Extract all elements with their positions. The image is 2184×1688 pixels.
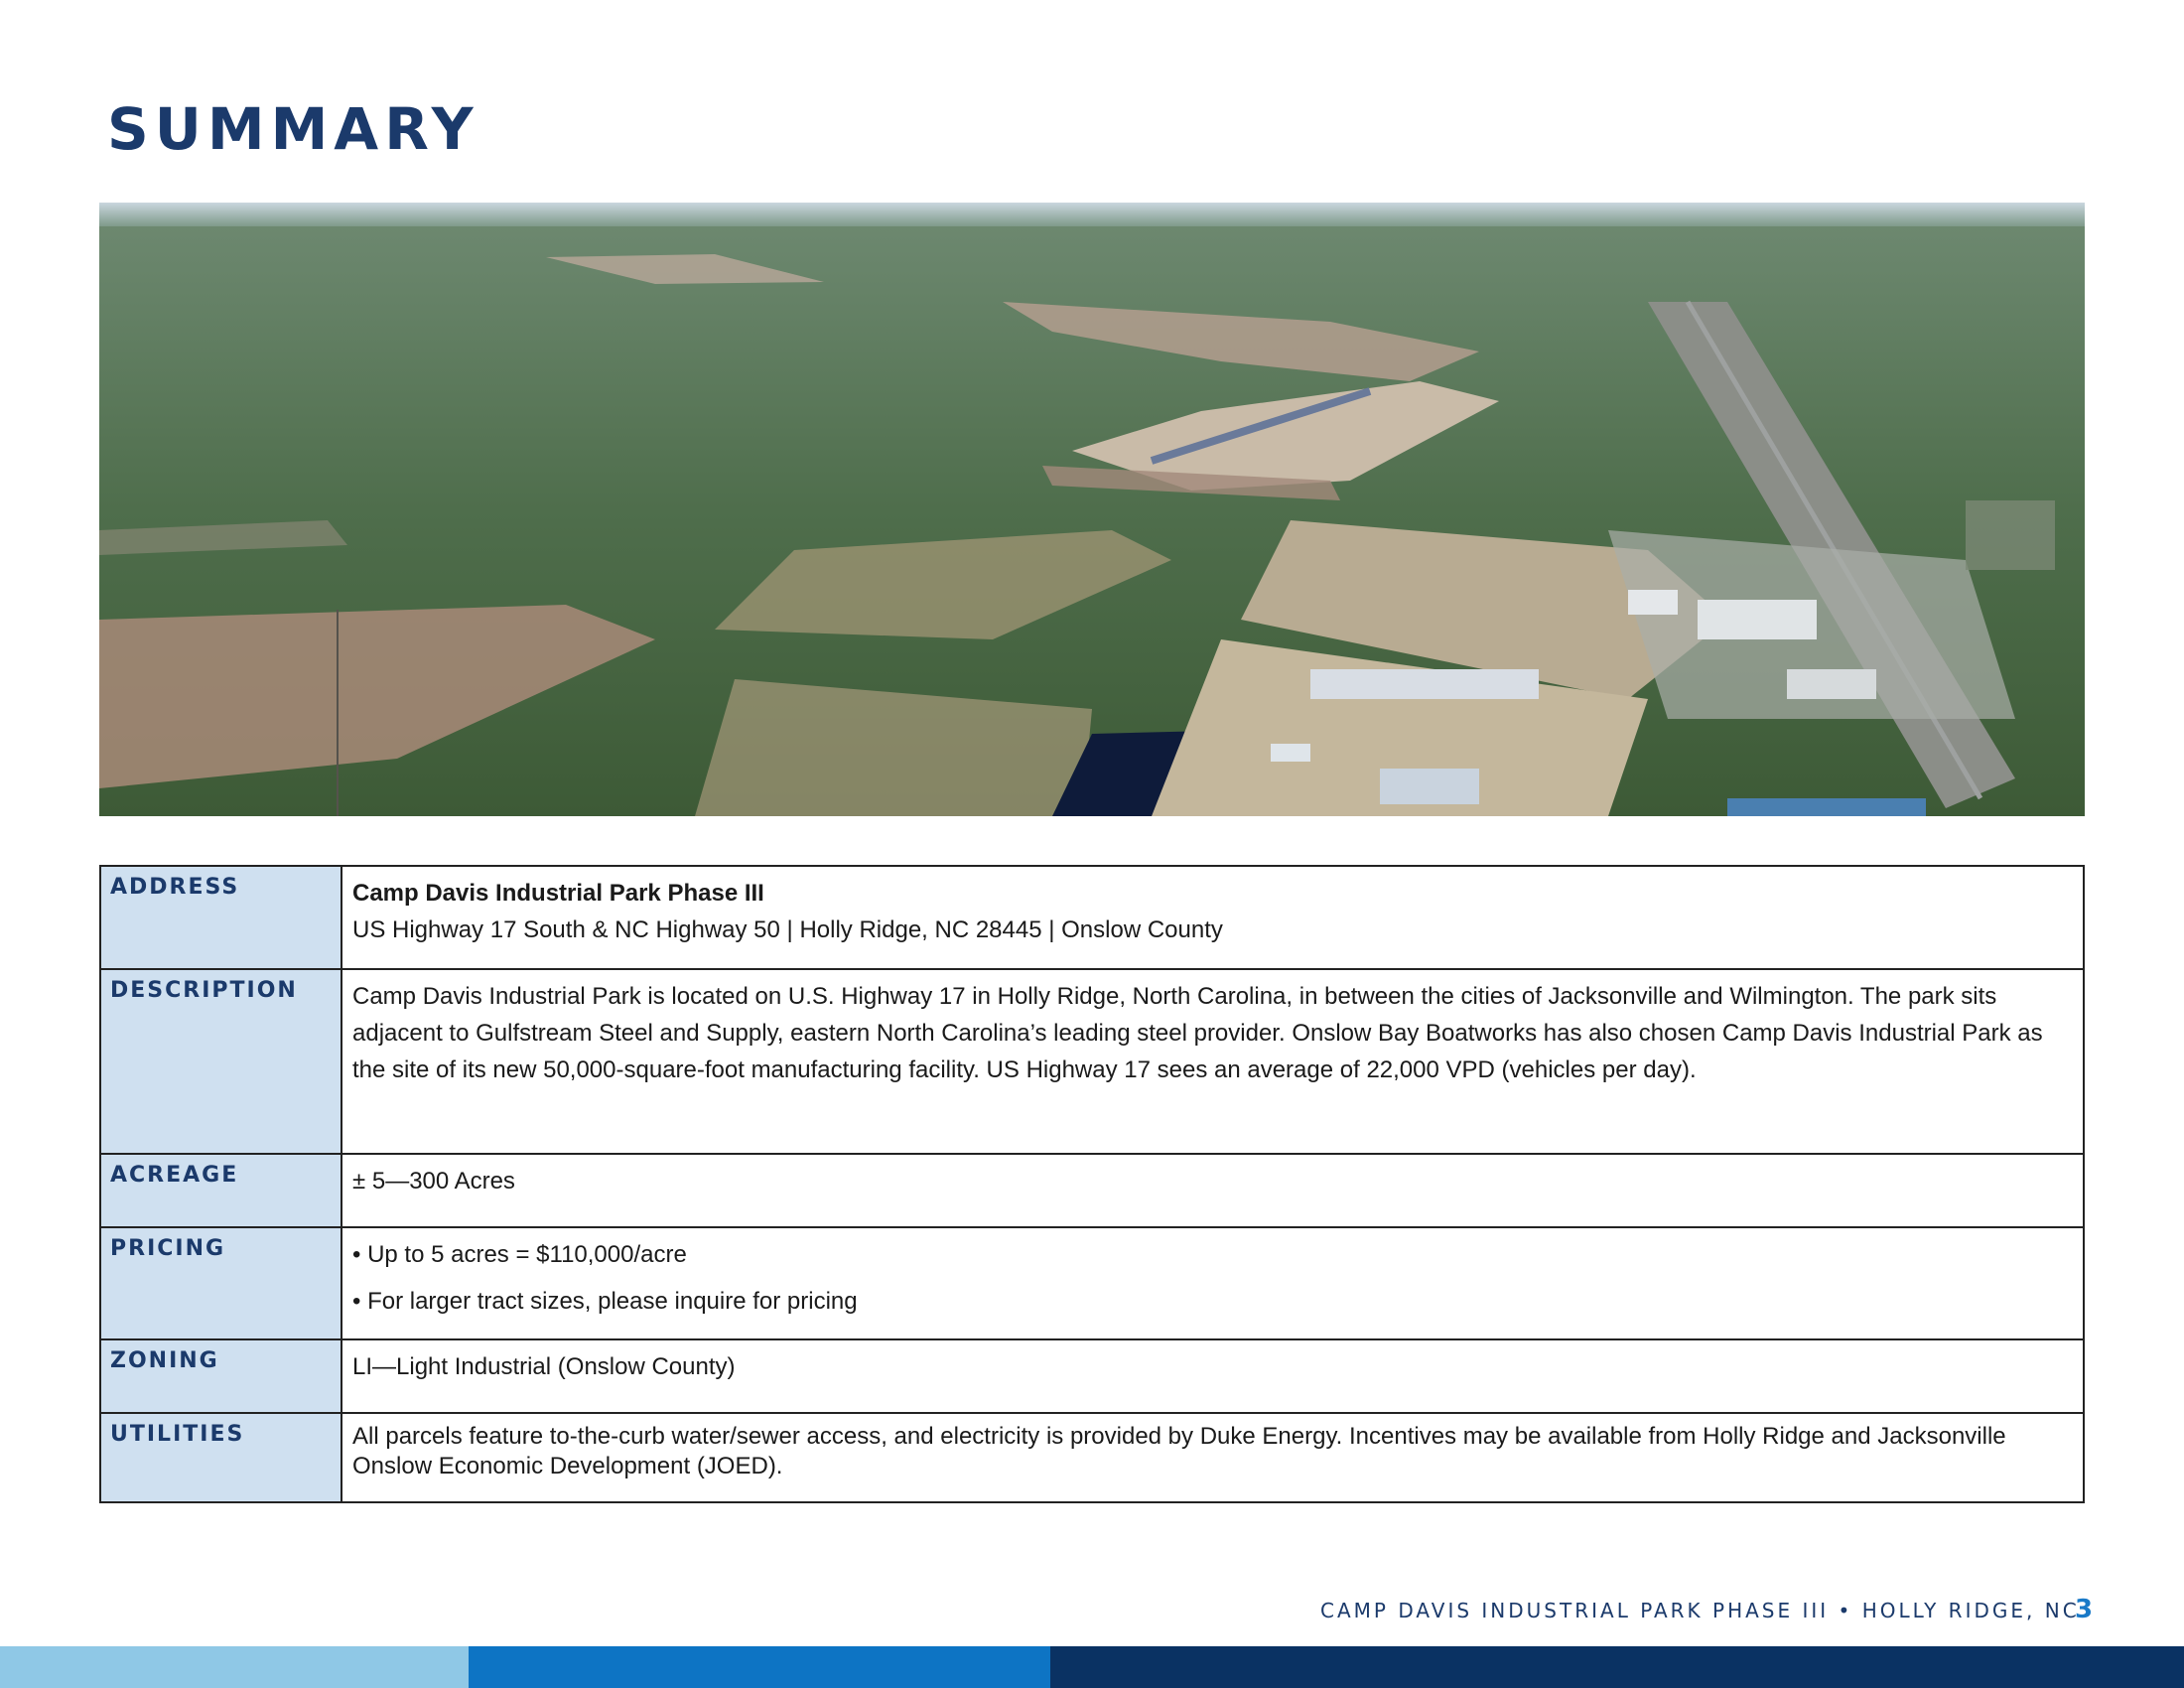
- footer-color-bar: [0, 1646, 2184, 1688]
- utilities-label: UTILITIES: [100, 1413, 341, 1502]
- page-number: 3: [2075, 1595, 2094, 1624]
- zoning-label: ZONING: [100, 1339, 341, 1413]
- acreage-label: ACREAGE: [100, 1154, 341, 1227]
- address-line: US Highway 17 South & NC Highway 50 | Holly Ridge, NC 28445 | Onslow County: [352, 916, 1223, 943]
- pricing-label: PRICING: [100, 1227, 341, 1339]
- address-label: ADDRESS: [100, 866, 341, 969]
- aerial-photo-illustration: [99, 203, 2085, 816]
- table-row-acreage: [100, 1154, 2084, 1227]
- footer-text: CAMP DAVIS INDUSTRIAL PARK PHASE III • HOLLY RIDGE, NC: [1320, 1599, 2080, 1622]
- zoning-value: LI—Light Industrial (Onslow County): [341, 1339, 2084, 1413]
- table-row-pricing: [100, 1227, 2084, 1339]
- description-value: Camp Davis Industrial Park is located on U.S. Highway 17 in Holly Ridge, North Carolina, in between the cities of Jacksonville and Wilmington. The park sits adjacent to Gulfstream Steel and Supply, eastern North Carolina’s leading steel provider. Onslow Bay Boatworks has also chosen Camp Davis Industrial Park as the site of its new 50,000-square-foot manufacturing facility. US Highway 17 sees an average of 22,000 VPD (vehicles per day).: [341, 969, 2084, 1154]
- aerial-photo: [99, 203, 2085, 816]
- table-row-zoning: [100, 1339, 2084, 1413]
- utilities-value: All parcels feature to-the-curb water/sewer access, and electricity is provided by Duke Energy. Incentives may be available from Holly Ridge and Jacksonville Onslow Economic Development (JOED).: [341, 1413, 2084, 1502]
- pricing-value: [341, 1227, 2084, 1339]
- pricing-bullet: • For larger tract sizes, please inquire for pricing: [352, 1288, 858, 1315]
- page-title: SUMMARY: [107, 95, 479, 163]
- description-label: DESCRIPTION: [100, 969, 341, 1154]
- footer-bar-segment-dark: [1050, 1646, 2184, 1688]
- table-row-description: [100, 969, 2084, 1154]
- acreage-value: ± 5—300 Acres: [341, 1154, 2084, 1227]
- pricing-bullet: • Up to 5 acres = $110,000/acre: [352, 1241, 687, 1268]
- address-name: Camp Davis Industrial Park Phase III: [352, 880, 764, 907]
- summary-table: [99, 865, 2085, 1503]
- footer-bar-segment-mid: [469, 1646, 1050, 1688]
- table-row-address: [100, 866, 2084, 969]
- footer-bar-segment-light: [0, 1646, 469, 1688]
- address-value: [341, 866, 2084, 969]
- table-row-utilities: [100, 1413, 2084, 1502]
